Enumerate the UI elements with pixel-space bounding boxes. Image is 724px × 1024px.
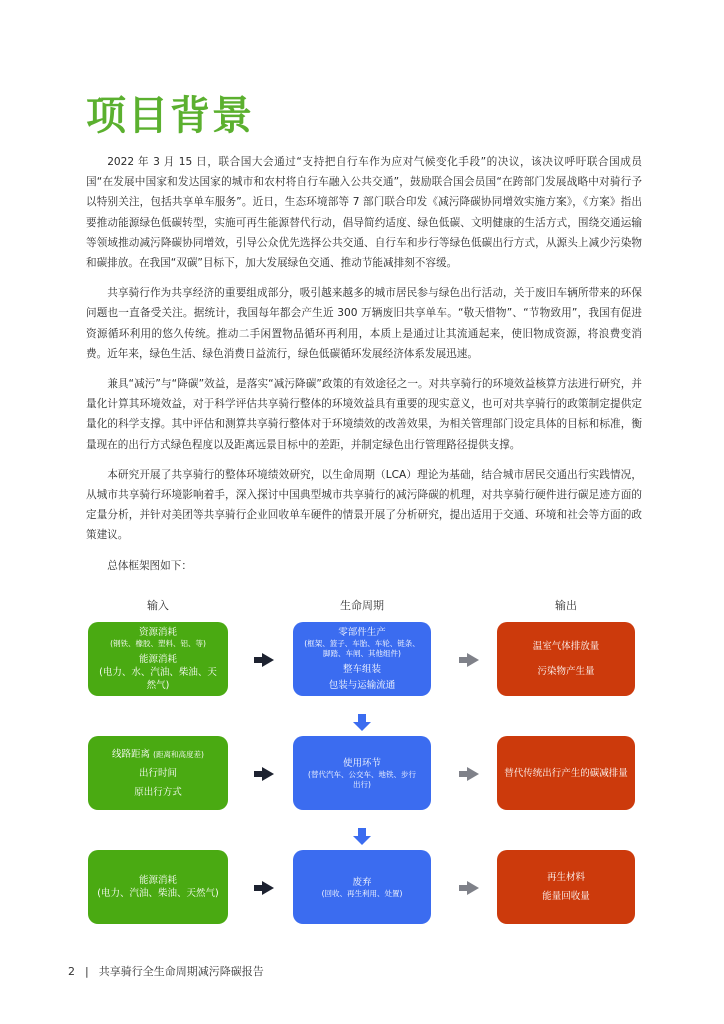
box-label: 出行时间 <box>138 767 177 779</box>
box-label: 原出行方式 <box>134 786 182 798</box>
box-label: 零部件生产 <box>338 627 386 638</box>
output-box-recycling <box>497 850 635 924</box>
output-box-reduction <box>497 736 635 810</box>
arrow-right-icon <box>262 653 274 667</box>
arrow-right-icon <box>262 767 274 781</box>
paragraph: 本研究开展了共享骑行的整体环境绩效研究，以生命周期（LCA）理论为基础，结合城市居民交通出行实践情况，从城市共享骑行环境影响着手，深入探讨中国典型城市共享骑行的减污降碳的机理，对共享骑行硬件进行碳足迹方面的定量分析，并针对美团等共享骑行企业回收单车硬件的情景开展了分析研究，提出适用于交通、环境和社会等方面的政策建议。 <box>86 468 642 542</box>
box-label: 使用环节 <box>342 757 381 769</box>
box-note: (钢铁、橡胶、塑料、铝、等) <box>110 639 206 648</box>
box-note: 脚踏、车闸、其他组件) <box>323 649 401 658</box>
diagram-header-lifecycle: 生命周期 <box>340 599 384 612</box>
box-note: 出行) <box>353 779 371 789</box>
page-number: 2 <box>68 965 75 978</box>
box-label: 资源消耗 <box>138 627 177 638</box>
box-label: (电力、水、汽油、柴油、天 <box>99 667 217 678</box>
box-label: 温室气体排放量 <box>532 641 600 652</box>
output-box-emissions <box>497 622 635 696</box>
box-note: (替代汽车、公交车、地铁、步行 <box>308 769 416 779</box>
box-label: 能源消耗 <box>138 654 177 665</box>
box-label: 替代传统出行产生的碳减排量 <box>504 767 628 779</box>
diagram-header-input: 输入 <box>147 599 169 612</box>
arrow-down-icon <box>353 836 371 845</box>
box-note: (框架、篮子、车胎、车轮、链条、 <box>304 639 420 648</box>
box-label: 能源消耗 <box>138 875 177 886</box>
diagram-header-output: 输出 <box>555 599 577 612</box>
arrow-right-icon <box>467 767 479 781</box>
input-box-resources <box>88 622 228 696</box>
box-label: 污染物产生量 <box>537 666 595 677</box>
paragraph: 2022 年 3 月 15 日，联合国大会通过“支持把自行车作为应对气候变化手段”的决议，该决议呼吁联合国成员国“在发展中国家和发达国家的城市和农村将自行车融入公共交通”，鼓励联合国会员国“在跨部门发展战略中对骑行予以特别关注，包括共享单车服务”。近日，生态环境部等 7 部门联合印发《减污降碳协同增效实施方案》，《方案》指出要推动能源绿色低碳转型，实施可再生能源替代行动，倡导简约适度、绿色低碳、文明健康的生活方式，围绕交通运输等领域推动减污降碳协同增效，引导公众优先选择公共交通、自行车和步行等绿色低碳出行方式，从源头上减少污染物和碳排放。在我国“双碳”目标下，加大发展绿色交通、推动节能减排刻不容缓。 <box>86 156 642 270</box>
paragraph: 共享骑行作为共享经济的重要组成部分，吸引越来越多的城市居民参与绿色出行活动，关于废旧车辆所带来的环保问题也一直备受关注。据统计，我国每年都会产生近 300 万辆废旧共享单车。“敬天惜物”、“节物致用”，我国有促进资源循环利用的悠久传统。推动二手闲置物品循环再利用，本质上是通过让其流通起来，使旧物成资源，将浪费变消费。近年来，绿色生活、绿色消费日益流行，绿色低碳循环发展经济体系发展迅速。 <box>86 287 642 360</box>
arrow-down-icon <box>353 722 371 731</box>
box-label: 包装与运输流通 <box>328 680 396 691</box>
box-note: (回收、再生利用、处置) <box>321 888 403 898</box>
arrow-right-icon <box>467 881 479 895</box>
lifecycle-box-use <box>293 736 431 810</box>
page-footer <box>68 963 264 979</box>
paragraph: 总体框架图如下： <box>107 559 192 572</box>
box-label: 整车组装 <box>342 663 381 675</box>
box-label: 线路距离 (距离和高度差) <box>112 748 204 760</box>
box-label: 再生材料 <box>546 872 585 883</box>
body-text <box>86 152 642 586</box>
paragraph: 兼具“减污”与“降碳”效益，是落实“减污降碳”政策的有效途径之一。对共享骑行的环境效益核算方法进行研究，并量化计算其环境效益，对于科学评估共享骑行整体的环境效益具有重要的现实意义，也可对共享骑行的政策制定提供定量化的科学支撑。其中评估和测算共享骑行整体对于环境绩效的改善效果，为相关管理部门设定具体的目标和标准，衡量现在的出行方式绿色程度以及距离远景目标中的差距，并制定绿色出行管理路径提供支撑。 <box>86 378 642 451</box>
box-label: 废弃 <box>352 876 372 888</box>
box-label: 能量回收量 <box>542 891 590 902</box>
box-label: 然气) <box>146 680 170 691</box>
box-label: (电力、汽油、柴油、天然气) <box>97 888 219 899</box>
input-box-travel <box>88 736 228 810</box>
input-box-energy <box>88 850 228 924</box>
page-title: 项目背景 <box>86 93 254 139</box>
arrow-right-icon <box>467 653 479 667</box>
lifecycle-box-production <box>293 622 431 696</box>
arrow-right-icon <box>262 881 274 895</box>
report-title: 共享骑行全生命周期减污降碳报告 <box>98 965 264 978</box>
lifecycle-box-disposal <box>293 850 431 924</box>
footer-separator: | <box>85 965 89 978</box>
